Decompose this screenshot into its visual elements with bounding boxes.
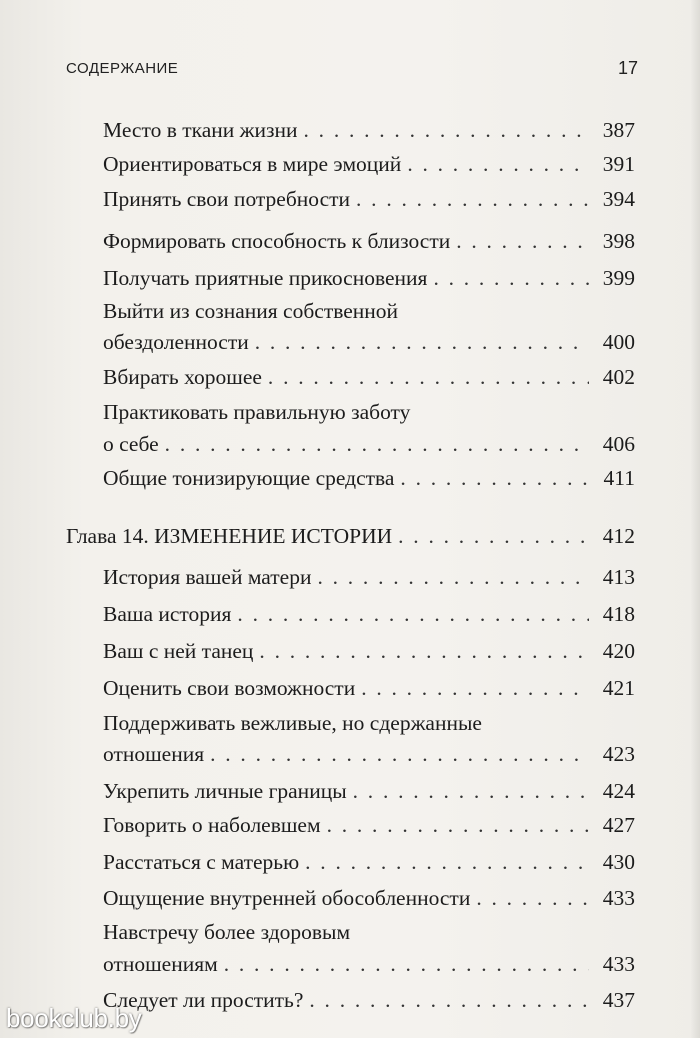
toc-entry: [103, 810, 635, 841]
page-number: 17: [617, 58, 638, 78]
toc-entry-title: Ваш с ней танец: [103, 639, 254, 663]
toc-entry-title-line1: Выйти из сознания собственной: [103, 299, 399, 323]
toc-leader-dots: [407, 149, 589, 180]
toc-entry-title: Вбирать хорошее: [103, 365, 262, 389]
toc-entry: [103, 362, 635, 393]
toc-entry: [103, 463, 635, 494]
toc-entry-title: Говорить о наболевшем: [103, 813, 321, 837]
toc-entry-page: 427: [602, 813, 635, 837]
toc-entry-page: 398: [602, 229, 635, 253]
toc-entry: [103, 636, 635, 667]
toc-entry-page: 413: [602, 565, 635, 589]
toc-entry-page: 400: [602, 330, 635, 354]
toc-entry-page: 406: [602, 432, 635, 456]
toc-entry: [103, 263, 635, 294]
toc-leader-dots: [237, 599, 589, 630]
toc-entry-title: отношения: [103, 742, 205, 766]
toc-entry-title: Формировать способность к близости: [103, 229, 451, 253]
site-watermark: bookclub.by: [6, 1003, 142, 1033]
toc-entry-title: Принять свои потребности: [103, 187, 351, 211]
toc-entry: [103, 115, 635, 146]
toc-leader-dots: [398, 521, 589, 552]
toc-entry-page: 411: [603, 466, 635, 490]
toc-entry: [103, 184, 635, 215]
toc-entry-title: Получать приятные прикосновения: [103, 266, 428, 290]
toc-entry-title: Место в ткани жизни: [103, 118, 298, 142]
toc-entry-title: Ощущение внутренней обособленности: [103, 886, 471, 910]
toc-entry-title: Укрепить личные границы: [103, 779, 347, 803]
toc-leader-dots: [317, 562, 589, 593]
toc-entry-title-line1: Практиковать правильную заботу: [103, 400, 411, 424]
toc-entry-page: 433: [602, 952, 635, 976]
toc-entry: [103, 739, 635, 770]
toc-entry-page: 433: [602, 886, 635, 910]
toc-entry-page: 391: [602, 152, 635, 176]
toc-entry-title: Расстаться с матерью: [103, 850, 300, 874]
toc-leader-dots: [304, 115, 589, 146]
toc-entry-page: 424: [602, 779, 635, 803]
toc-leader-dots: [268, 362, 589, 393]
toc-entry: [103, 149, 635, 180]
toc-chapter-entry: [66, 521, 635, 552]
toc-leader-dots: [400, 463, 589, 494]
toc-leader-dots: [356, 184, 589, 215]
toc-entry-page: 387: [602, 118, 635, 142]
toc-leader-dots: [305, 847, 589, 878]
toc-entry-page: 420: [602, 639, 635, 663]
toc-leader-dots: [476, 883, 589, 914]
toc-entry-title: Общие тонизирующие средства: [103, 466, 395, 490]
toc-entry: [103, 847, 635, 878]
toc-entry-page: 399: [602, 266, 635, 290]
toc-entry-title: Ориентироваться в мире эмоций: [103, 152, 402, 176]
toc-chapter-title: Глава 14. ИЗМЕНЕНИЕ ИСТОРИИ: [66, 524, 393, 548]
toc-entry-title: обездоленности: [103, 330, 249, 354]
toc-entry: [103, 327, 635, 358]
toc-leader-dots: [327, 810, 589, 841]
toc-entry-page: 423: [602, 742, 635, 766]
toc-entry-page: 394: [602, 187, 635, 211]
toc-entry: [103, 776, 635, 807]
toc-entry: [103, 673, 635, 704]
toc-entry-title-line1: Поддерживать вежливые, но сдержанные: [103, 711, 482, 735]
toc-leader-dots: [361, 673, 589, 704]
toc-leader-dots: [210, 739, 589, 770]
toc-leader-dots: [259, 636, 589, 667]
toc-entry: [103, 562, 635, 593]
toc-entry-title-line1: Навстречу более здоровым: [103, 920, 351, 944]
toc-entry-page: 421: [602, 676, 635, 700]
toc-entry: [103, 883, 635, 914]
toc-entry-title: История вашей матери: [103, 565, 312, 589]
toc-leader-dots: [433, 263, 589, 294]
toc-entry: [103, 429, 635, 460]
toc-entry-page: 402: [602, 365, 635, 389]
toc-entry-title: Ваша история: [103, 602, 232, 626]
toc-entry-title: Следует ли простить?: [103, 988, 304, 1012]
toc-entry: [103, 599, 635, 630]
toc-entry: [103, 949, 635, 980]
toc-entry-page: 412: [602, 524, 635, 548]
toc-leader-dots: [255, 327, 589, 358]
toc-entry-page: 430: [602, 850, 635, 874]
toc-entry: [103, 226, 635, 257]
toc-leader-dots: [224, 949, 589, 980]
toc-leader-dots: [353, 776, 589, 807]
toc-leader-dots: [165, 429, 589, 460]
toc-leader-dots: [309, 985, 589, 1016]
toc-entry-title: отношениям: [103, 952, 218, 976]
toc-leader-dots: [456, 226, 589, 257]
toc-entry-title: о себе: [103, 432, 159, 456]
toc-entry-page: 418: [602, 602, 635, 626]
toc-entry-page: 437: [602, 988, 635, 1012]
toc-entry-title: Оценить свои возможности: [103, 676, 356, 700]
toc-entry: [103, 985, 635, 1016]
running-head: СОДЕРЖАНИЕ: [66, 60, 179, 77]
